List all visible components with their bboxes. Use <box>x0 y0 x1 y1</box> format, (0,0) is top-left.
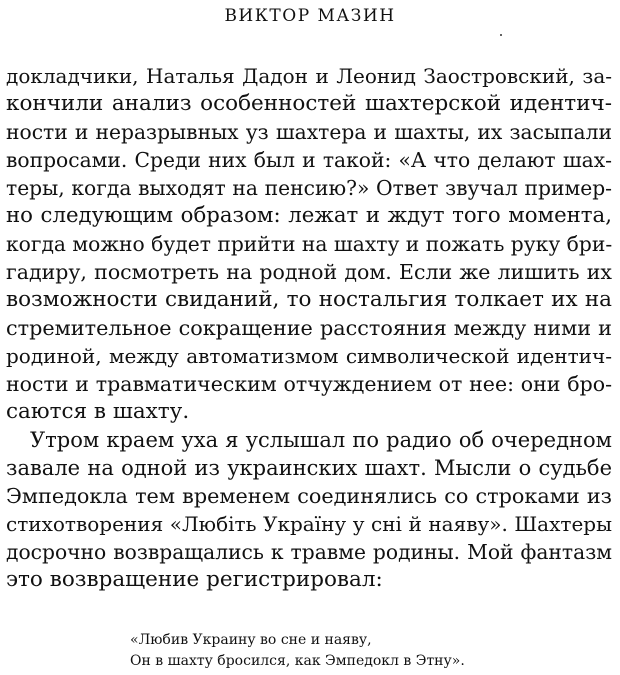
paragraph-1-line: родиной, между автоматизмом символической идентич- <box>6 344 612 368</box>
paragraph-2-line: Эмпедокла тем временем соединялись со строками из <box>6 484 612 508</box>
paragraph-1-line: кончили анализ особенностей шахтерской идентич- <box>6 91 612 116</box>
paragraph-1-line: стремительное сокращение расстояния между ними и <box>6 316 612 340</box>
running-head: ВИКТОР МАЗИН <box>224 6 396 26</box>
paragraph-1-line: но следующим образом: лежат и ждут того момента, <box>6 203 612 228</box>
paragraph-2-line: досрочно возвращались к травме родины. Мой фантазм <box>6 540 612 564</box>
paragraph-1-line: докладчики, Наталья Дадон и Леонид Заостровский, за- <box>6 64 612 88</box>
verse-line: «Любив Украину во сне и наяву, <box>130 632 372 648</box>
paragraph-1-line: гадиру, посмотреть на родной дом. Если же лишить их <box>6 260 612 284</box>
paragraph-2-line: это возвращение регистрировал: <box>6 567 383 592</box>
paragraph-2-line: Утром краем уха я услышал по радио об очередном <box>30 428 612 452</box>
page-speck <box>500 34 502 36</box>
paragraph-1-line: ности и травматическим отчуждением от нее: они бро- <box>6 372 612 396</box>
verse-line: Он в шахту бросился, как Эмпедокл в Этну». <box>130 653 465 669</box>
paragraph-1-line: ности и неразрывных уз шахтера и шахты, их засыпали <box>6 120 612 144</box>
paragraph-2-line: завале на одной из украинских шахт. Мысли о судьбе <box>6 456 612 480</box>
paragraph-1-line: теры, когда выходят на пенсию?» Ответ звучал пример- <box>6 176 612 200</box>
verse-quote <box>130 630 610 672</box>
paragraph-1-line: саются в шахту. <box>6 399 190 424</box>
paragraph-1-line: вопросами. Среди них был и такой: «А что делают шах- <box>6 148 612 172</box>
body-text <box>6 62 612 594</box>
paragraph-1-line: когда можно будет прийти на шахту и пожать руку бри- <box>6 232 613 256</box>
paragraph-2-line: стихотворения «Любіть Україну у сні й наяву». Шахтеры <box>6 512 612 536</box>
paragraph-1-line: возможности свиданий, то ностальгия толкает их на <box>6 287 612 312</box>
